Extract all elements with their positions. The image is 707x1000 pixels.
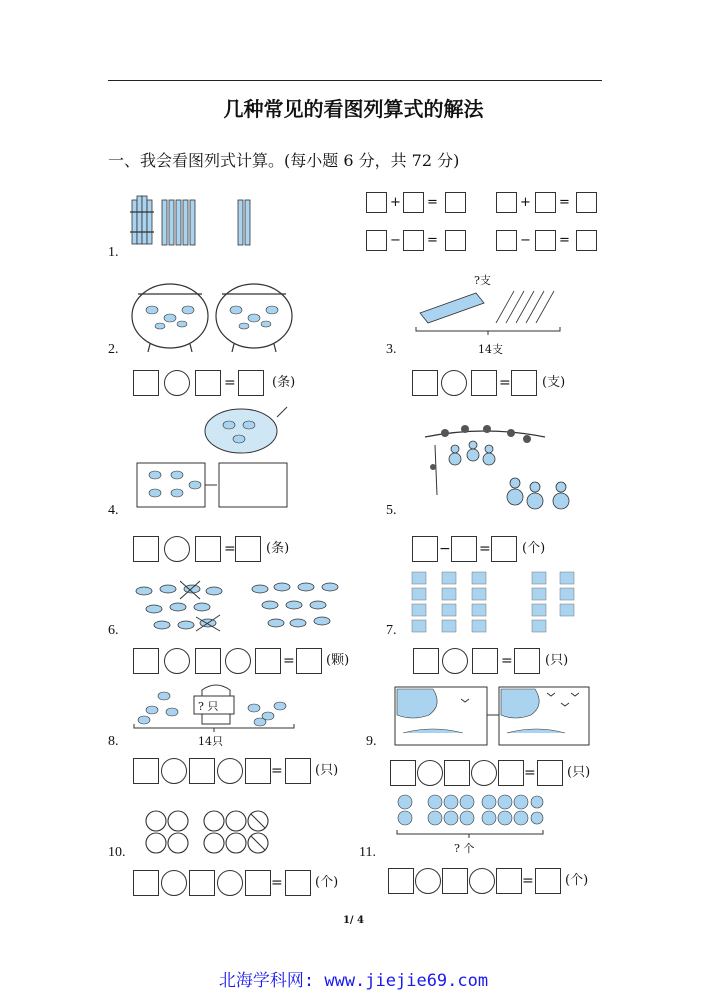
plus-sign: + (390, 195, 401, 210)
equals-sign: = (224, 375, 236, 391)
answer-box[interactable] (285, 758, 311, 784)
question-number-4: 4. (108, 503, 119, 518)
question-number-11: 11. (359, 845, 376, 860)
question-number-5: 5. (386, 503, 397, 518)
unit-label: (条) (266, 541, 290, 556)
operator-circle[interactable] (217, 758, 243, 784)
answer-box[interactable] (412, 536, 438, 562)
answer-box[interactable] (576, 192, 597, 213)
answer-box[interactable] (412, 370, 438, 396)
question-label: ? 个 (454, 842, 475, 855)
equals-sign: = (283, 653, 295, 669)
footer-link[interactable]: 北海学科网: www.jiejie69.com (218, 971, 489, 991)
answer-box[interactable] (535, 868, 561, 894)
tree-birds-picture (393, 685, 593, 749)
section-heading: 一、我会看图列式计算。(每小题 6 分，共 72 分) (108, 151, 460, 170)
answer-box[interactable] (285, 870, 311, 896)
unit-label: (个) (315, 875, 339, 890)
equals-sign: = (559, 195, 570, 210)
question-label: ? 只 (198, 700, 219, 713)
answer-box[interactable] (390, 760, 416, 786)
answer-box[interactable] (403, 230, 424, 251)
operator-circle[interactable] (225, 648, 251, 674)
operator-circle[interactable] (469, 868, 495, 894)
unit-label: (支) (542, 375, 566, 390)
answer-box[interactable] (498, 760, 524, 786)
plus-sign: + (520, 195, 531, 210)
minus-sign: − (439, 541, 451, 557)
answer-box[interactable] (133, 870, 159, 896)
answer-box[interactable] (255, 648, 281, 674)
equals-sign: = (427, 195, 438, 210)
answer-box[interactable] (472, 648, 498, 674)
unit-label: (个) (522, 541, 546, 556)
question-label: ?支 (474, 274, 491, 287)
answer-box[interactable] (445, 192, 466, 213)
answer-box[interactable] (535, 192, 556, 213)
minus-sign: − (390, 233, 401, 248)
answer-box[interactable] (195, 648, 221, 674)
page-number: 1/ 4 (342, 915, 365, 926)
answer-box[interactable] (514, 648, 540, 674)
equals-sign: = (501, 653, 513, 669)
answer-box[interactable] (296, 648, 322, 674)
answer-box[interactable] (133, 370, 159, 396)
operator-circle[interactable] (441, 370, 467, 396)
answer-box[interactable] (189, 758, 215, 784)
answer-box[interactable] (413, 648, 439, 674)
equals-sign: = (427, 233, 438, 248)
birds-grid-picture (410, 570, 580, 636)
answer-box[interactable] (189, 870, 215, 896)
operator-circle[interactable] (217, 870, 243, 896)
answer-box[interactable] (471, 370, 497, 396)
answer-box[interactable] (245, 870, 271, 896)
answer-box[interactable] (496, 868, 522, 894)
question-number-2: 2. (108, 342, 119, 357)
operator-circle[interactable] (415, 868, 441, 894)
answer-box[interactable] (235, 536, 261, 562)
question-number-3: 3. (386, 342, 397, 357)
pencil-case-picture (410, 285, 575, 337)
fishing-net-picture (135, 405, 295, 515)
unit-label: (只) (567, 765, 591, 780)
equals-sign: = (559, 233, 570, 248)
answer-box[interactable] (133, 758, 159, 784)
answer-box[interactable] (245, 758, 271, 784)
answer-box[interactable] (366, 230, 387, 251)
answer-box[interactable] (444, 760, 470, 786)
unit-label: (条) (272, 375, 296, 390)
stick-bundles-picture (130, 190, 270, 250)
unit-label: (颗) (326, 653, 350, 668)
question-number-10: 10. (108, 845, 126, 860)
question-number-1: 1. (108, 245, 119, 260)
answer-box[interactable] (195, 536, 221, 562)
operator-circle[interactable] (471, 760, 497, 786)
answer-box[interactable] (511, 370, 537, 396)
answer-box[interactable] (576, 230, 597, 251)
operator-circle[interactable] (417, 760, 443, 786)
answer-box[interactable] (133, 536, 159, 562)
operator-circle[interactable] (161, 758, 187, 784)
page-title: 几种常见的看图列算式的解法 (223, 97, 484, 121)
equals-sign: = (522, 873, 534, 889)
answer-box[interactable] (403, 192, 424, 213)
answer-box[interactable] (496, 192, 517, 213)
answer-box[interactable] (442, 868, 468, 894)
answer-box[interactable] (451, 536, 477, 562)
equals-sign: = (499, 375, 511, 391)
question-number-8: 8. (108, 734, 119, 749)
answer-box[interactable] (133, 648, 159, 674)
answer-box[interactable] (388, 868, 414, 894)
answer-box[interactable] (238, 370, 264, 396)
answer-box[interactable] (537, 760, 563, 786)
answer-box[interactable] (445, 230, 466, 251)
total-label: 14只 (198, 735, 223, 748)
operator-circle[interactable] (442, 648, 468, 674)
answer-box[interactable] (195, 370, 221, 396)
operator-circle[interactable] (164, 370, 190, 396)
total-label: 14支 (478, 343, 503, 356)
equals-sign: = (271, 875, 283, 891)
answer-box[interactable] (491, 536, 517, 562)
operator-circle[interactable] (164, 648, 190, 674)
question-number-9: 9. (366, 734, 377, 749)
equals-sign: = (224, 541, 236, 557)
equals-sign: = (271, 763, 283, 779)
answer-box[interactable] (366, 192, 387, 213)
question-number-7: 7. (386, 623, 397, 638)
answer-box[interactable] (496, 230, 517, 251)
equals-sign: = (524, 765, 536, 781)
operator-circle[interactable] (164, 536, 190, 562)
unit-label: (个) (565, 873, 589, 888)
equals-sign: = (479, 541, 491, 557)
gourd-vine-picture (415, 415, 580, 515)
question-number-6: 6. (108, 623, 119, 638)
circles-picture (144, 809, 284, 855)
unit-label: (只) (545, 653, 569, 668)
unit-label: (只) (315, 763, 339, 778)
top-rule (108, 80, 602, 81)
minus-sign: − (520, 233, 531, 248)
candies-picture (130, 577, 350, 633)
fish-bowls-picture (130, 280, 300, 355)
operator-circle[interactable] (161, 870, 187, 896)
answer-box[interactable] (535, 230, 556, 251)
apples-picture (395, 792, 545, 840)
